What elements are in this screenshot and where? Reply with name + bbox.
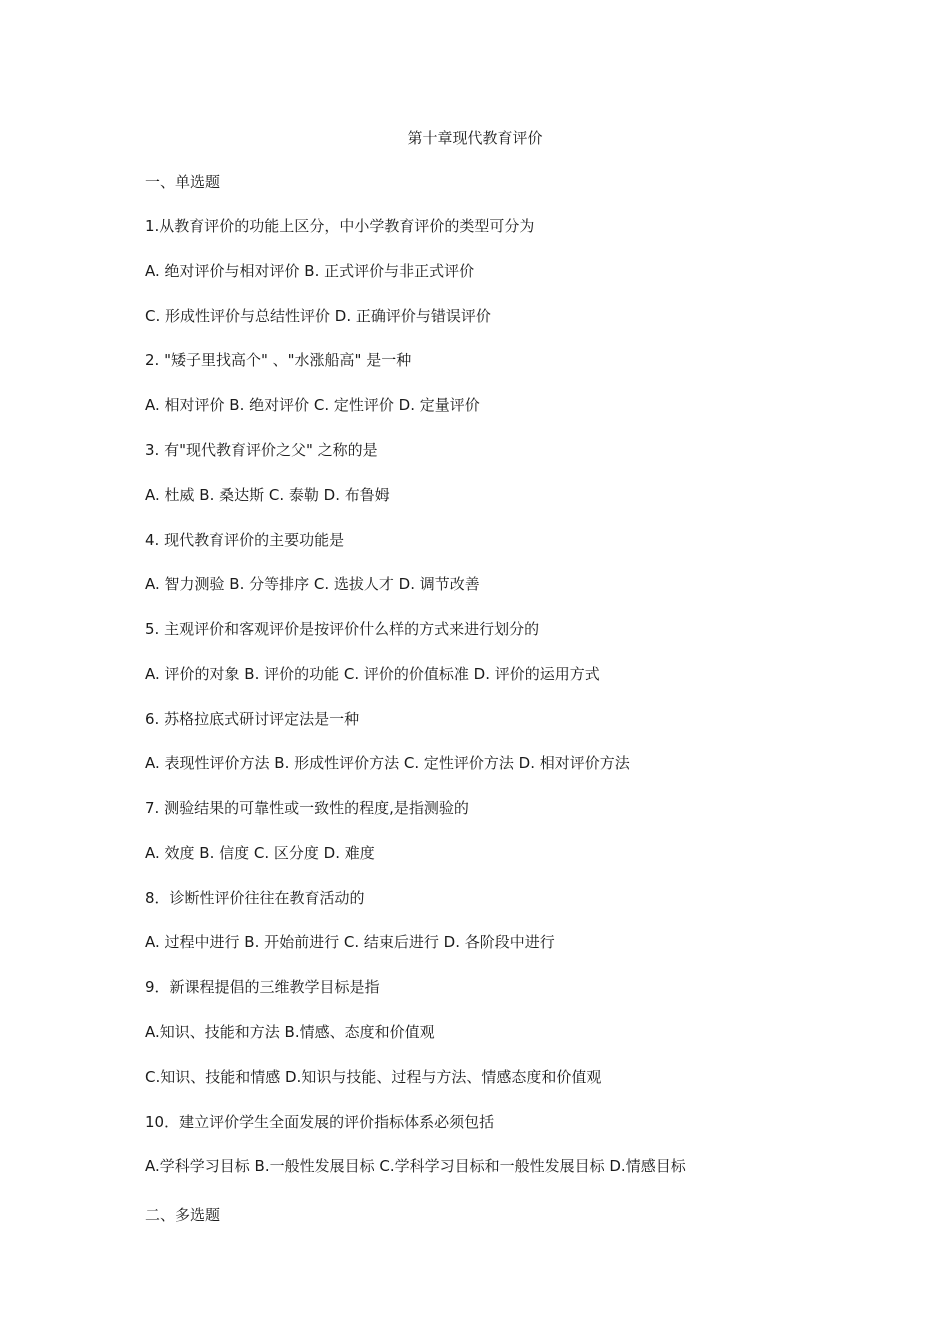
question-3: 3. 有"现代教育评价之父" 之称的是 xyxy=(145,441,378,459)
question-4: 4. 现代教育评价的主要功能是 xyxy=(145,531,345,549)
question-1: 1.从教育评价的功能上区分，中小学教育评价的类型可分为 xyxy=(145,217,535,235)
question-7: 7. 测验结果的可靠性或一致性的程度,是指测验的 xyxy=(145,799,469,817)
question-9-options-line-2: C.知识、技能和情感 D.知识与技能、过程与方法、情感态度和价值观 xyxy=(145,1068,602,1086)
question-9: 9．新课程提倡的三维教学目标是指 xyxy=(145,978,380,996)
question-5: 5. 主观评价和客观评价是按评价什么样的方式来进行划分的 xyxy=(145,620,540,638)
question-9-options-line-1: A.知识、技能和方法 B.情感、态度和价值观 xyxy=(145,1023,435,1041)
question-6-options: A. 表现性评价方法 B. 形成性评价方法 C. 定性评价方法 D. 相对评价方法 xyxy=(145,754,630,772)
question-6: 6. 苏格拉底式研讨评定法是一种 xyxy=(145,710,360,728)
question-4-options: A. 智力测验 B. 分等排序 C. 选拔人才 D. 调节改善 xyxy=(145,575,480,593)
section-heading-multiple-choice: 二、多选题 xyxy=(145,1206,221,1224)
question-3-options: A. 杜威 B. 桑达斯 C. 泰勒 D. 布鲁姆 xyxy=(145,486,390,504)
question-10: 10．建立评价学生全面发展的评价指标体系必须包括 xyxy=(145,1113,495,1131)
question-5-options: A. 评价的对象 B. 评价的功能 C. 评价的价值标准 D. 评价的运用方式 xyxy=(145,665,600,683)
question-8-options: A. 过程中进行 B. 开始前进行 C. 结束后进行 D. 各阶段中进行 xyxy=(145,933,555,951)
question-2: 2. "矮子里找高个" 、"水涨船高" 是一种 xyxy=(145,351,412,369)
question-8: 8．诊断性评价往往在教育活动的 xyxy=(145,889,365,907)
section-heading-single-choice: 一、单选题 xyxy=(145,173,221,191)
question-7-options: A. 效度 B. 信度 C. 区分度 D. 难度 xyxy=(145,844,375,862)
question-10-options: A.学科学习目标 B.一般性发展目标 C.学科学习目标和一般性发展目标 D.情感目标 xyxy=(145,1157,686,1175)
question-1-options-line-1: A. 绝对评价与相对评价 B. 正式评价与非正式评价 xyxy=(145,262,475,280)
question-1-options-line-2: C. 形成性评价与总结性评价 D. 正确评价与错误评价 xyxy=(145,307,491,325)
question-2-options: A. 相对评价 B. 绝对评价 C. 定性评价 D. 定量评价 xyxy=(145,396,480,414)
page-title: 第十章现代教育评价 xyxy=(407,129,543,147)
